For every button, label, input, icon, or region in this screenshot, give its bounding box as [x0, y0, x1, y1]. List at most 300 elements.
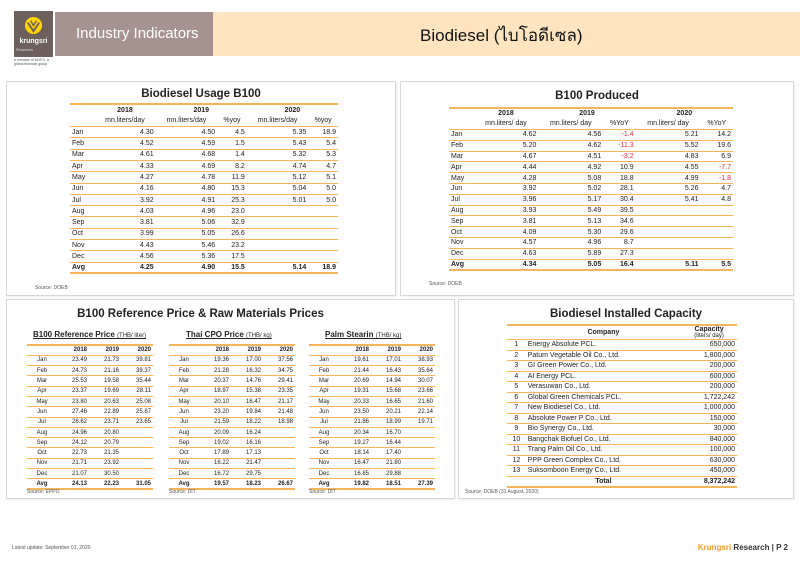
value-cell: 4.50	[156, 127, 217, 138]
month-label: Oct	[449, 227, 474, 238]
table-row	[507, 445, 737, 456]
table-row	[449, 227, 733, 238]
capacity-value: 200,000	[681, 361, 737, 372]
value-cell: 5.41	[636, 194, 701, 205]
unit-header-row	[449, 119, 733, 130]
value-cell: 16.47	[339, 458, 371, 468]
value-cell: 16.24	[231, 427, 263, 437]
table-row	[449, 194, 733, 205]
year-header: 2020	[121, 345, 153, 355]
total-value: 8,372,242	[681, 476, 737, 487]
value-cell: 4.62	[474, 130, 539, 141]
value-cell: 16.32	[231, 366, 263, 376]
avg-value: 5.11	[636, 259, 701, 270]
avg-row	[309, 479, 435, 489]
value-cell: 4.59	[156, 138, 217, 149]
value-cell: 5.49	[538, 205, 603, 216]
total-row	[507, 476, 737, 487]
table-row	[169, 366, 295, 376]
table-row	[169, 417, 295, 427]
value-cell: 5.12	[247, 172, 308, 183]
company-name: Global Green Chemicals PCL.	[526, 392, 681, 403]
value-cell: 22.73	[57, 448, 89, 458]
value-cell: 4.30	[94, 127, 155, 138]
value-cell: 23.37	[57, 386, 89, 396]
value-cell	[403, 469, 435, 479]
corner-cell	[70, 104, 94, 115]
value-cell	[121, 438, 153, 448]
price-source-0: Source: EPPO	[27, 489, 60, 495]
value-cell: 20.33	[339, 396, 371, 406]
value-cell	[247, 206, 308, 217]
table-row	[449, 173, 733, 184]
unit-header: mn.liters/ day	[474, 119, 539, 130]
company-name: GI Green Power Co., Ltd.	[526, 361, 681, 372]
value-cell: 5.32	[247, 149, 308, 160]
produced-table	[449, 107, 733, 271]
table-row	[507, 455, 737, 466]
capacity-value: 200,000	[681, 382, 737, 393]
value-cell: 20.63	[89, 396, 121, 406]
capacity-value: 450,000	[681, 466, 737, 477]
table-row	[309, 366, 435, 376]
table-row	[70, 251, 338, 262]
corner-cell	[27, 345, 57, 355]
month-label: Aug	[449, 205, 474, 216]
table-row	[27, 458, 153, 468]
table-row	[309, 407, 435, 417]
month-label: Jan	[169, 355, 199, 365]
value-cell: 19.6	[701, 140, 734, 151]
year-header-row	[169, 345, 295, 355]
value-cell: 5.21	[636, 130, 701, 141]
month-label: Feb	[309, 366, 339, 376]
value-cell: 4.44	[474, 162, 539, 173]
year-header: 2019	[579, 110, 595, 118]
value-cell: 15.3	[217, 183, 247, 194]
value-cell: 30.07	[403, 376, 435, 386]
corner-cell	[507, 476, 526, 487]
value-cell: 4.56	[94, 251, 155, 262]
value-cell: 20.10	[199, 396, 231, 406]
capacity-value: 1,722,242	[681, 392, 737, 403]
value-cell: 20.34	[339, 427, 371, 437]
capacity-value: 840,000	[681, 434, 737, 445]
value-cell: 21.73	[89, 355, 121, 365]
year-header: 2020	[676, 110, 693, 118]
row-number: 12	[507, 455, 526, 466]
month-label: Oct	[169, 448, 199, 458]
month-label: Nov	[70, 240, 94, 251]
corner-cell	[309, 345, 339, 355]
year-header: 2019	[371, 345, 403, 355]
value-cell: 21.16	[89, 366, 121, 376]
value-cell	[636, 216, 701, 227]
value-cell: 4.7	[308, 160, 338, 171]
value-cell: 23.0	[217, 206, 247, 217]
month-label: Oct	[70, 228, 94, 239]
row-number: 10	[507, 434, 526, 445]
value-cell: 19.02	[199, 438, 231, 448]
table-row	[27, 407, 153, 417]
avg-value: 5.05	[538, 259, 603, 270]
total-label: Total	[526, 476, 681, 487]
month-label: Sep	[27, 438, 57, 448]
value-cell: 28.1	[603, 184, 635, 195]
table-row	[70, 127, 338, 138]
price-table-title-2: Palm Stearin (THB/ kg)	[325, 330, 402, 339]
value-cell: 23.49	[57, 355, 89, 365]
table-row	[70, 217, 338, 228]
row-number: 2	[507, 350, 526, 361]
month-label: Nov	[449, 238, 474, 249]
value-cell: 4.51	[538, 151, 603, 162]
table-row	[27, 396, 153, 406]
table-row	[507, 340, 737, 351]
row-number: 1	[507, 340, 526, 351]
value-cell: 4.78	[156, 172, 217, 183]
value-cell: 21.35	[89, 448, 121, 458]
value-cell: 11.9	[217, 172, 247, 183]
company-name: Bio Synergy Co., Ltd.	[526, 424, 681, 435]
value-cell: 4.61	[94, 149, 155, 160]
value-cell	[308, 251, 338, 262]
unit-header: %YoY	[603, 119, 635, 130]
year-header: 2018	[498, 110, 514, 118]
value-cell: 25.3	[217, 194, 247, 205]
capacity-source: Source: DOEB (31 August, 2020)	[465, 489, 539, 495]
value-cell	[247, 228, 308, 239]
month-label: Apr	[27, 386, 57, 396]
value-cell: 30.4	[603, 194, 635, 205]
month-label: Jun	[27, 407, 57, 417]
row-number: 3	[507, 361, 526, 372]
table-row	[27, 376, 153, 386]
price-source-2: Source: DIT	[309, 489, 336, 495]
month-label: Apr	[70, 160, 94, 171]
row-number: 7	[507, 403, 526, 414]
value-cell: 4.5	[217, 127, 247, 138]
value-cell: 17.89	[199, 448, 231, 458]
unit-header: mn.liters/day	[94, 115, 155, 126]
value-cell: 32.9	[217, 217, 247, 228]
row-number: 11	[507, 445, 526, 456]
value-cell: 38.93	[403, 355, 435, 365]
corner-cell	[70, 115, 94, 126]
month-label: Jul	[449, 194, 474, 205]
table-row	[169, 458, 295, 468]
table-row	[27, 448, 153, 458]
capacity-header-label: Capacity	[694, 326, 724, 333]
value-cell: 5.04	[247, 183, 308, 194]
avg-label: Avg	[27, 479, 57, 489]
value-cell: 24.12	[57, 438, 89, 448]
company-name: New Biodiesel Co., Ltd.	[526, 403, 681, 414]
month-label: Mar	[309, 376, 339, 386]
capacity-value: 1,800,000	[681, 350, 737, 361]
value-cell: 16.43	[371, 366, 403, 376]
table-row	[70, 149, 338, 160]
year-header: 2019	[89, 345, 121, 355]
usage-panel	[6, 81, 396, 296]
table-row	[27, 386, 153, 396]
year-header-row	[309, 345, 435, 355]
section-title: Industry Indicators	[76, 25, 199, 42]
capacity-value: 30,000	[681, 424, 737, 435]
month-label: Nov	[169, 458, 199, 468]
value-cell: 4.99	[636, 173, 701, 184]
avg-value: 26.67	[263, 479, 295, 489]
table-row	[169, 469, 295, 479]
value-cell: 4.83	[636, 151, 701, 162]
value-cell: 16.47	[231, 396, 263, 406]
value-cell: 25.08	[121, 396, 153, 406]
company-name: Verasuwan Co., Ltd.	[526, 382, 681, 393]
month-label: May	[70, 172, 94, 183]
prices-panel	[6, 299, 455, 499]
value-cell: 29.75	[231, 469, 263, 479]
table-row	[449, 216, 733, 227]
table-row	[169, 407, 295, 417]
value-cell: 16.44	[371, 438, 403, 448]
month-label: Jan	[27, 355, 57, 365]
value-cell: 18.8	[603, 173, 635, 184]
last-updated: Latest update: September 01, 2020	[12, 545, 91, 551]
company-name: PPP Green Complex Co., Ltd.	[526, 455, 681, 466]
value-cell	[247, 217, 308, 228]
table-row	[169, 438, 295, 448]
value-cell: 5.43	[247, 138, 308, 149]
value-cell: 19.36	[199, 355, 231, 365]
year-header: 2018	[117, 106, 133, 114]
value-cell: 17.5	[217, 251, 247, 262]
value-cell	[263, 469, 295, 479]
table-row	[309, 417, 435, 427]
title-banner	[213, 12, 800, 56]
value-cell: 4.57	[474, 238, 539, 249]
value-cell: 4.8	[701, 194, 734, 205]
value-cell: 4.43	[94, 240, 155, 251]
row-number: 9	[507, 424, 526, 435]
value-cell: 15.68	[371, 386, 403, 396]
value-cell: 29.6	[603, 227, 635, 238]
table-row	[169, 355, 295, 365]
value-cell: 21.80	[371, 458, 403, 468]
value-cell	[403, 448, 435, 458]
year-header: 2019	[193, 106, 210, 114]
month-label: Sep	[70, 217, 94, 228]
company-name: Suksomboon Energy Co., Ltd.	[526, 466, 681, 477]
value-cell: 22.14	[403, 407, 435, 417]
stearin-price-table	[309, 344, 435, 490]
capacity-value: 630,000	[681, 455, 737, 466]
avg-value: 5.5	[701, 259, 734, 270]
avg-value: 18.9	[308, 262, 338, 273]
value-cell	[308, 206, 338, 217]
table-row	[309, 427, 435, 437]
month-label: May	[169, 396, 199, 406]
value-cell	[403, 458, 435, 468]
value-cell: 24.73	[57, 366, 89, 376]
avg-value: 19.57	[199, 479, 231, 489]
month-label: Jan	[449, 130, 474, 141]
row-number: 8	[507, 413, 526, 424]
table-row	[507, 350, 737, 361]
price-table-title-0: B100 Reference Price (THB/ liter)	[33, 330, 147, 339]
value-cell: 23.80	[57, 396, 89, 406]
value-cell: 29.41	[263, 376, 295, 386]
usage-table	[70, 103, 338, 274]
unit-header: %yoy	[217, 115, 247, 126]
value-cell: 4.80	[156, 183, 217, 194]
unit-header: %YoY	[701, 119, 734, 130]
value-cell: 16.22	[199, 458, 231, 468]
value-cell: 20.80	[89, 427, 121, 437]
value-cell	[701, 248, 734, 259]
table-row	[70, 206, 338, 217]
avg-row	[449, 259, 733, 270]
avg-label: Avg	[449, 259, 474, 270]
table-row	[449, 162, 733, 173]
value-cell: 8.2	[217, 160, 247, 171]
avg-row	[27, 479, 153, 489]
value-cell: 3.81	[94, 217, 155, 228]
value-cell: 4.96	[156, 206, 217, 217]
value-cell: 5.30	[538, 227, 603, 238]
avg-value: 19.82	[339, 479, 371, 489]
value-cell: 5.06	[156, 217, 217, 228]
value-cell: 20.79	[89, 438, 121, 448]
value-cell: 5.01	[247, 194, 308, 205]
month-label: Jun	[309, 407, 339, 417]
value-cell: 23.2	[217, 240, 247, 251]
month-label: Jan	[70, 127, 94, 138]
value-cell: 5.0	[308, 194, 338, 205]
table-row	[309, 469, 435, 479]
value-cell	[308, 217, 338, 228]
month-label: Feb	[70, 138, 94, 149]
month-label: Nov	[309, 458, 339, 468]
produced-source: Source: DOEB	[429, 281, 462, 287]
value-cell: 22.89	[89, 407, 121, 417]
table-row	[169, 386, 295, 396]
company-name: Patum Vegetable Oil Co., Ltd.	[526, 350, 681, 361]
value-cell: 5.0	[308, 183, 338, 194]
unit-header: mn.liters/day	[247, 115, 308, 126]
value-cell: 4.33	[94, 160, 155, 171]
table-row	[70, 172, 338, 183]
value-cell: 21.28	[199, 366, 231, 376]
value-cell: 21.07	[57, 469, 89, 479]
table-row	[449, 184, 733, 195]
month-label: Dec	[70, 251, 94, 262]
month-label: Jun	[70, 183, 94, 194]
value-cell: 16.70	[371, 427, 403, 437]
value-cell: 23.71	[89, 417, 121, 427]
avg-label: Avg	[70, 262, 94, 273]
value-cell: 29.88	[371, 469, 403, 479]
value-cell: 4.56	[538, 130, 603, 141]
value-cell: 25.87	[121, 407, 153, 417]
table-row	[70, 228, 338, 239]
month-label: Mar	[27, 376, 57, 386]
year-header-row	[449, 108, 733, 119]
value-cell: 4.52	[94, 138, 155, 149]
table-row	[507, 361, 737, 372]
value-cell: 18.97	[199, 386, 231, 396]
value-cell: 20.21	[371, 407, 403, 417]
table-row	[27, 417, 153, 427]
month-label: Apr	[169, 386, 199, 396]
value-cell: 5.17	[538, 194, 603, 205]
value-cell: 5.26	[636, 184, 701, 195]
month-label: Dec	[449, 248, 474, 259]
value-cell: 18.22	[231, 417, 263, 427]
avg-row	[70, 262, 338, 273]
unit-header-row	[70, 115, 338, 126]
section-banner	[55, 12, 213, 56]
row-number: 13	[507, 466, 526, 477]
avg-value: 4.90	[156, 262, 217, 273]
value-cell	[636, 205, 701, 216]
month-label: Mar	[169, 376, 199, 386]
value-cell	[247, 251, 308, 262]
value-cell: 23.50	[339, 407, 371, 417]
value-cell: 4.67	[474, 151, 539, 162]
avg-value: 24.13	[57, 479, 89, 489]
year-header-row	[27, 345, 153, 355]
value-cell: 19.31	[339, 386, 371, 396]
value-cell: 14.76	[231, 376, 263, 386]
price-table-title-1: Thai CPO Price (THB/ kg)	[186, 330, 272, 339]
month-label: Oct	[309, 448, 339, 458]
table-row	[309, 438, 435, 448]
table-row	[169, 376, 295, 386]
company-name: Trang Palm Oil Co., Ltd.	[526, 445, 681, 456]
month-label: Aug	[169, 427, 199, 437]
month-label: Jun	[449, 184, 474, 195]
produced-panel	[400, 81, 794, 296]
table-row	[507, 424, 737, 435]
value-cell	[308, 240, 338, 251]
value-cell: -7.7	[701, 162, 734, 173]
value-cell: -1.4	[603, 130, 635, 141]
month-label: Mar	[449, 151, 474, 162]
value-cell: 28.11	[121, 386, 153, 396]
value-cell: 4.74	[247, 160, 308, 171]
value-cell: 19.27	[339, 438, 371, 448]
year-header: 2020	[263, 345, 295, 355]
table-row	[309, 355, 435, 365]
table-row	[507, 403, 737, 414]
table-row	[70, 240, 338, 251]
value-cell: 3.99	[94, 228, 155, 239]
value-cell	[701, 238, 734, 249]
month-label: Apr	[309, 386, 339, 396]
month-label: May	[449, 173, 474, 184]
value-cell: 18.99	[371, 417, 403, 427]
avg-value: 5.14	[247, 262, 308, 273]
value-cell	[247, 240, 308, 251]
value-cell: 30.50	[89, 469, 121, 479]
krungsri-logo	[14, 11, 53, 57]
month-label: Nov	[27, 458, 57, 468]
month-label: May	[309, 396, 339, 406]
value-cell: 4.16	[94, 183, 155, 194]
value-cell: 16.65	[371, 396, 403, 406]
footer-brand: Krungsri Research | P 2	[697, 543, 788, 552]
avg-value: 18.23	[231, 479, 263, 489]
